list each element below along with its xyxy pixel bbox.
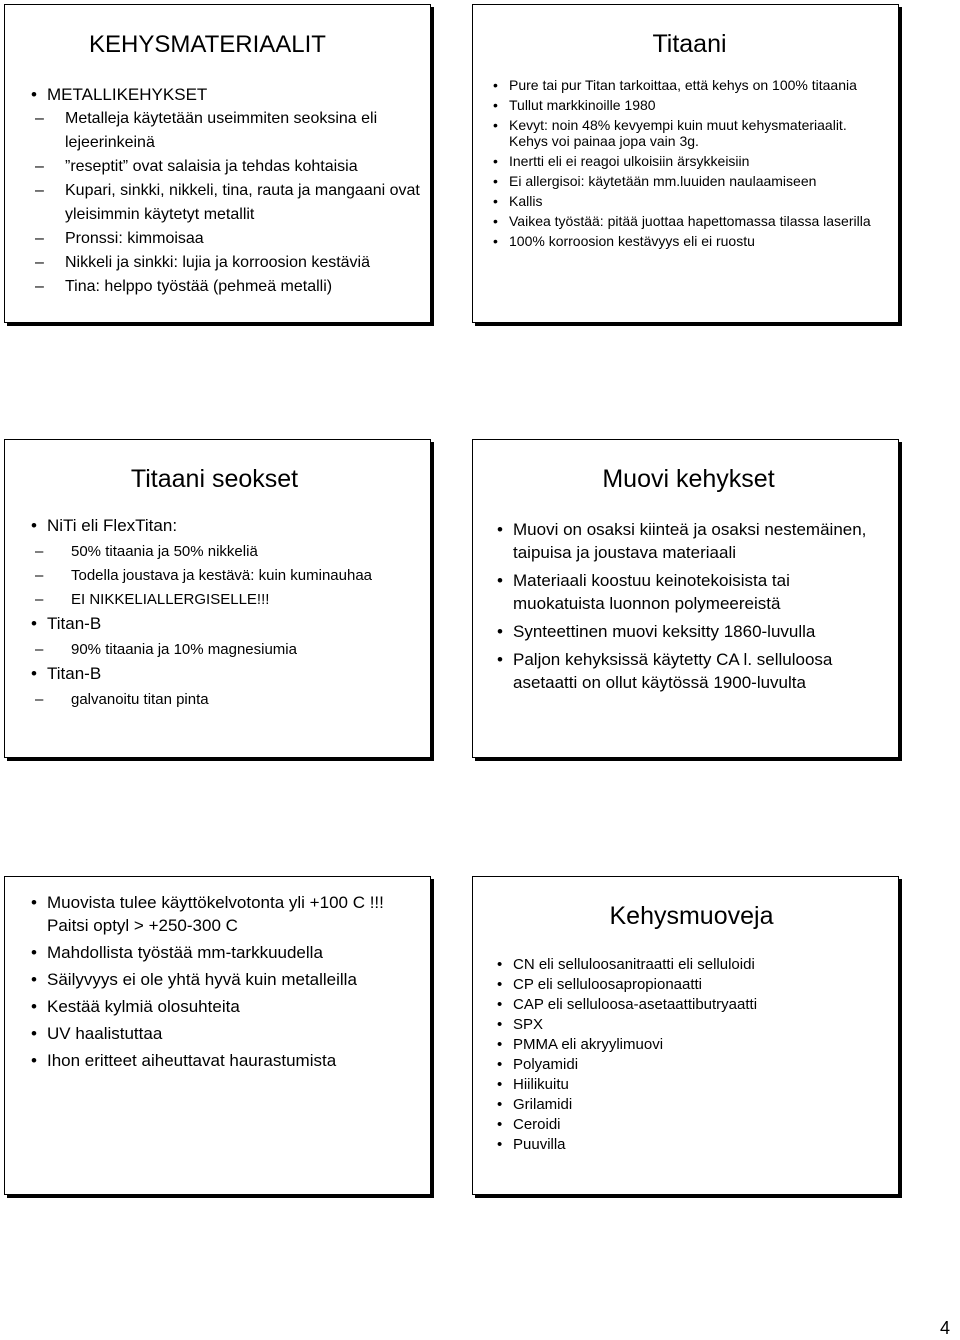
slide-kehysmateriaalit xyxy=(4,4,431,323)
list-item: • Muovista tulee käyttökelvotonta yli +100 C !!! Paitsi optyl > +250-300 C xyxy=(29,891,420,937)
slide-bullet-list xyxy=(495,955,888,1155)
slide-titaani xyxy=(472,4,899,323)
list-item: • Titan-B xyxy=(29,612,420,636)
list-item: – EI NIKKELIALLERGISELLE!!! xyxy=(29,588,420,612)
list-item: – Nikkeli ja sinkki: lujia ja korroosion kestäviä xyxy=(29,251,420,275)
slide-title: Muovi kehykset xyxy=(602,465,775,493)
list-item: • NiTi eli FlexTitan: xyxy=(29,514,420,538)
slide-title: Titaani seokset xyxy=(130,465,299,493)
list-item: • Kestää kylmiä olosuhteita xyxy=(29,995,420,1018)
list-item: • SPX xyxy=(495,1015,888,1035)
slide-title: KEHYSMATERIAALIT xyxy=(89,31,326,58)
list-item: • Mahdollista työstää mm-tarkkuudella xyxy=(29,941,420,964)
list-item: • Puuvilla xyxy=(495,1135,888,1155)
list-item: • CAP eli selluloosa-asetaattibutryaatti xyxy=(495,995,888,1015)
slide-kehysmuoveja xyxy=(472,876,899,1195)
list-item: • Kallis xyxy=(491,193,888,209)
list-item: – Tina: helppo työstää (pehmeä metalli) xyxy=(29,275,420,299)
list-item: • PMMA eli akryylimuovi xyxy=(495,1035,888,1055)
list-item: – Pronssi: kimmoisaa xyxy=(29,227,420,251)
list-item: • Vaikea työstää: pitää juottaa hapettomassa tilassa laserilla xyxy=(491,213,888,229)
list-item: • Pure tai pur Titan tarkoittaa, että kehys on 100% titaania xyxy=(491,77,888,93)
list-item: • Hiilikuitu xyxy=(495,1075,888,1095)
slide-title: Titaani xyxy=(652,30,727,58)
slide-title: Kehysmuoveja xyxy=(609,902,774,930)
list-item: • Ei allergisoi: käytetään mm.luuiden naulaamiseen xyxy=(491,173,888,189)
slide-muovi-kehykset xyxy=(472,439,899,758)
slide-bullet-list xyxy=(29,891,420,1072)
list-item: – Kupari, sinkki, nikkeli, tina, rauta ja mangaani ovat yleisimmin käytetyt metallit xyxy=(29,179,420,227)
slide-bullet-list xyxy=(29,83,420,299)
list-item: – galvanoitu titan pinta xyxy=(29,688,420,712)
list-item: • METALLIKEHYKSET xyxy=(29,83,420,107)
list-item: • Polyamidi xyxy=(495,1055,888,1075)
page-number: 4 xyxy=(939,1318,950,1338)
list-item: – Todella joustava ja kestävä: kuin kuminauhaa xyxy=(29,564,420,588)
list-item: – Metalleja käytetään useimmiten seoksina eli lejeerinkeinä xyxy=(29,107,420,155)
list-item: – 90% titaania ja 10% magnesiumia xyxy=(29,638,420,662)
list-item: • Synteettinen muovi keksitty 1860-luvulla xyxy=(495,620,882,643)
slide-bullet-list xyxy=(29,514,420,712)
list-item: • CP eli selluloosapropionaatti xyxy=(495,975,888,995)
list-item: • Ceroidi xyxy=(495,1115,888,1135)
list-item: • 100% korroosion kestävyys eli ei ruostu xyxy=(491,233,888,249)
list-item: • Kevyt: noin 48% kevyempi kuin muut kehysmateriaalit. Kehys voi painaa jopa vain 3g. xyxy=(491,117,888,149)
list-item: • Titan-B xyxy=(29,662,420,686)
list-item: • Tullut markkinoille 1980 xyxy=(491,97,888,113)
slide-titaani-seokset xyxy=(4,439,431,758)
list-item: • Säilyvyys ei ole yhtä hyvä kuin metalleilla xyxy=(29,968,420,991)
slide-bullet-list xyxy=(491,77,888,249)
list-item: • CN eli selluloosanitraatti eli selluloidi xyxy=(495,955,888,975)
slide-bullet-list xyxy=(495,518,882,694)
list-item: • Ihon eritteet aiheuttavat haurastumista xyxy=(29,1049,420,1072)
list-item: – 50% titaania ja 50% nikkeliä xyxy=(29,540,420,564)
list-item: • Inertti eli ei reagoi ulkoisiin ärsykkeisiin xyxy=(491,153,888,169)
list-item: • Paljon kehyksissä käytetty CA l. selluloosa asetaatti on ollut käytössä 1900-luvulta xyxy=(495,648,882,694)
list-item: • Grilamidi xyxy=(495,1095,888,1115)
list-item: • Materiaali koostuu keinotekoisista tai muokatuista luonnon polymeereistä xyxy=(495,569,882,615)
slide-muovi-ominaisuudet xyxy=(4,876,431,1195)
list-item: – ”reseptit” ovat salaisia ja tehdas kohtaisia xyxy=(29,155,420,179)
list-item: • UV haalistuttaa xyxy=(29,1022,420,1045)
list-item: • Muovi on osaksi kiinteä ja osaksi nestemäinen, taipuisa ja joustava materiaali xyxy=(495,518,882,564)
